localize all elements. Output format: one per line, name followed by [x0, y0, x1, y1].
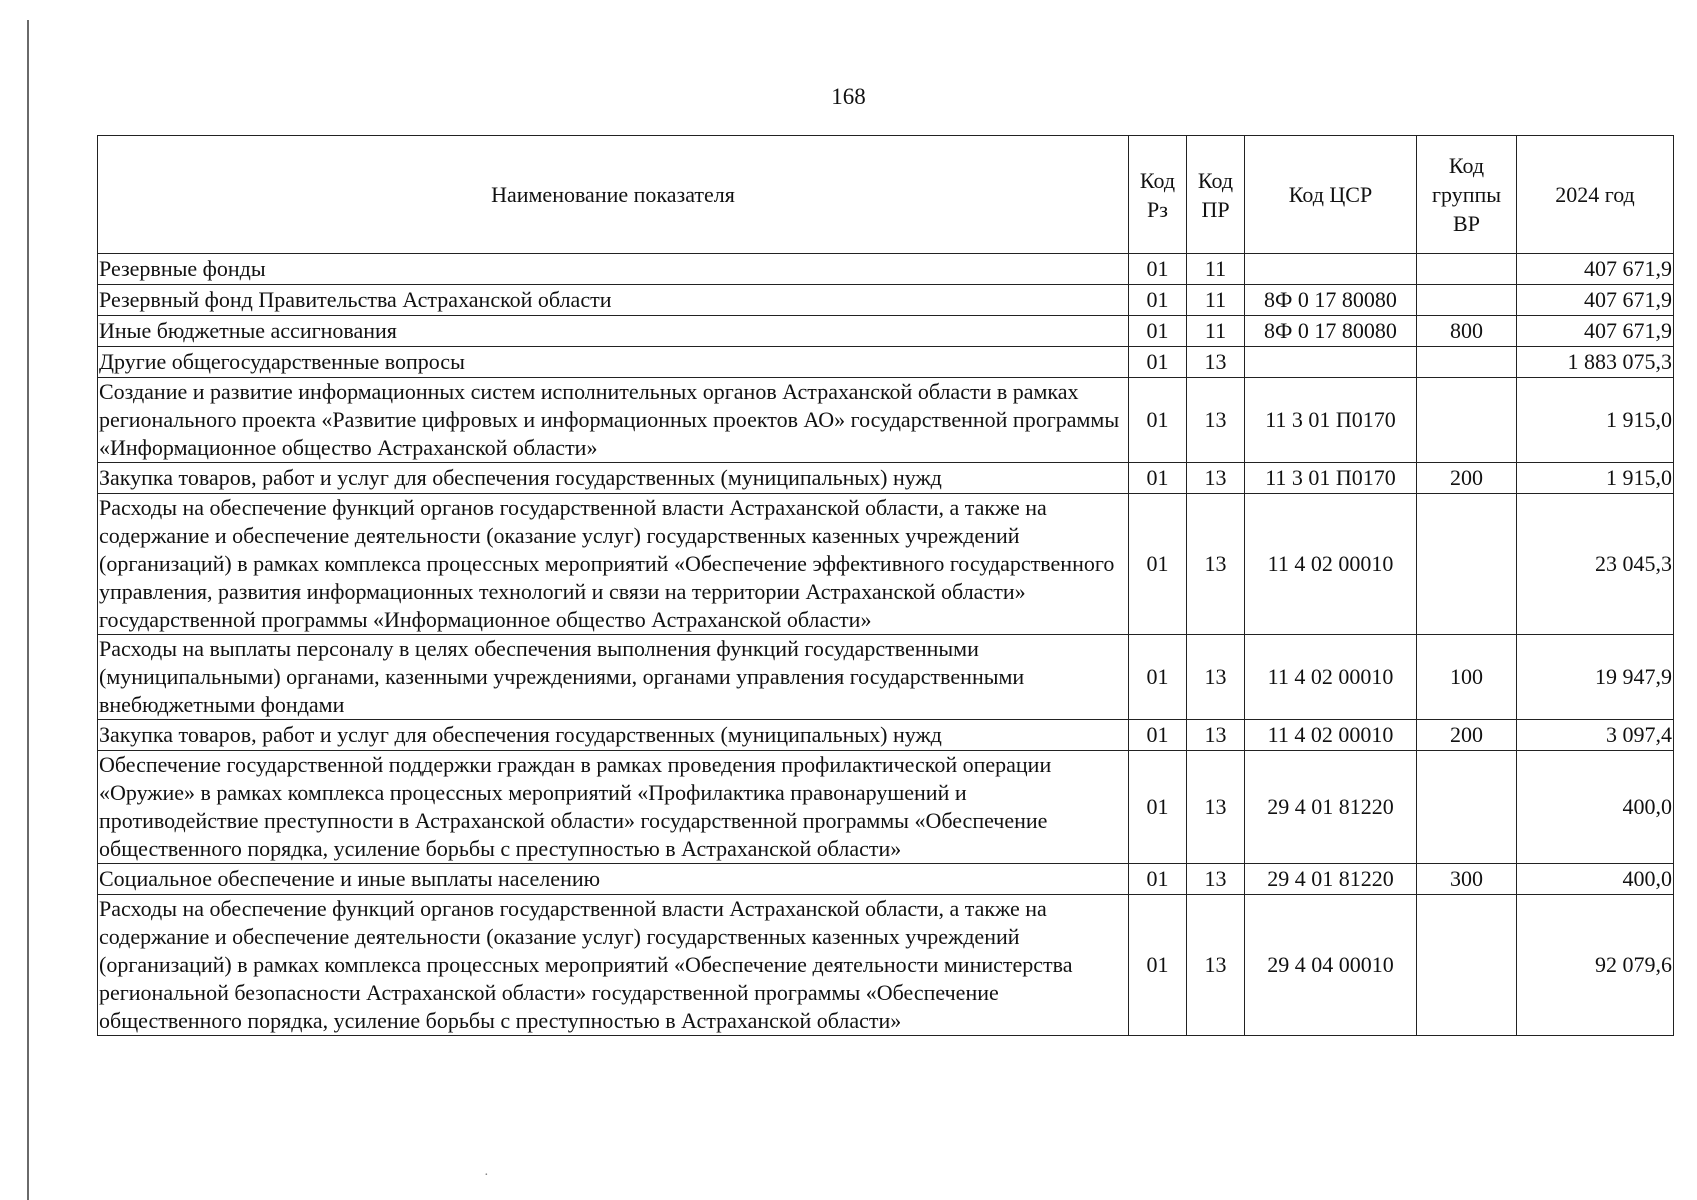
row-name: Расходы на обеспечение функций органов государственной власти Астраханской области, а также на содержание и обеспечение деятельности (оказание услуг) государственных казенных учреждений (организаций) в рамках комплекса процессных мероприятий «Обеспечение эффективного государственного управления, развития информационных технологий и связи на территории Астраханской области» государственной программы «Информационное общество Астраханской области» — [98, 494, 1129, 635]
table-header-row — [98, 136, 1674, 254]
row-vr — [1417, 378, 1517, 463]
row-vr — [1417, 494, 1517, 635]
row-rz: 01 — [1129, 635, 1187, 720]
row-amount: 23 045,3 — [1517, 494, 1674, 635]
scan-speck: · — [484, 1168, 489, 1183]
row-vr: 200 — [1417, 720, 1517, 751]
row-vr — [1417, 751, 1517, 864]
row-rz: 01 — [1129, 378, 1187, 463]
row-pr: 11 — [1187, 254, 1245, 285]
row-rz: 01 — [1129, 720, 1187, 751]
row-pr: 11 — [1187, 285, 1245, 316]
page-number: 168 — [831, 84, 866, 109]
row-csr: 29 4 01 81220 — [1245, 864, 1417, 895]
row-vr — [1417, 285, 1517, 316]
row-rz: 01 — [1129, 864, 1187, 895]
row-amount: 407 671,9 — [1517, 285, 1674, 316]
row-rz: 01 — [1129, 285, 1187, 316]
table-row — [98, 254, 1674, 285]
row-amount: 3 097,4 — [1517, 720, 1674, 751]
row-vr — [1417, 895, 1517, 1036]
row-rz: 01 — [1129, 494, 1187, 635]
table-row — [98, 635, 1674, 720]
row-csr: 11 4 02 00010 — [1245, 635, 1417, 720]
row-amount: 400,0 — [1517, 751, 1674, 864]
row-pr: 13 — [1187, 751, 1245, 864]
row-name: Социальное обеспечение и иные выплаты населению — [98, 864, 1129, 895]
row-rz: 01 — [1129, 895, 1187, 1036]
row-csr: 11 4 02 00010 — [1245, 720, 1417, 751]
row-vr: 300 — [1417, 864, 1517, 895]
row-name: Создание и развитие информационных систем исполнительных органов Астраханской области в рамках регионального проекта «Развитие цифровых и информационных проектов АО» государственной программы «Информационное общество Астраханской области» — [98, 378, 1129, 463]
header-csr: Код ЦСР — [1245, 136, 1417, 254]
row-csr: 11 4 02 00010 — [1245, 494, 1417, 635]
row-rz: 01 — [1129, 463, 1187, 494]
row-amount: 407 671,9 — [1517, 254, 1674, 285]
row-name: Расходы на обеспечение функций органов государственной власти Астраханской области, а также на содержание и обеспечение деятельности (оказание услуг) государственных казенных учреждений (организаций) в рамках комплекса процессных мероприятий «Обеспечение деятельности министерства региональной безопасности Астраханской области» государственной программы «Обеспечение общественного порядка, усиление борьбы с преступностью в Астраханской области» — [98, 895, 1129, 1036]
row-amount: 400,0 — [1517, 864, 1674, 895]
budget-table — [97, 135, 1674, 1036]
row-amount: 1 915,0 — [1517, 463, 1674, 494]
row-pr: 13 — [1187, 494, 1245, 635]
header-pr: Код ПР — [1187, 136, 1245, 254]
row-pr: 13 — [1187, 378, 1245, 463]
row-rz: 01 — [1129, 254, 1187, 285]
row-csr: 29 4 01 81220 — [1245, 751, 1417, 864]
table-row — [98, 285, 1674, 316]
table-row — [98, 378, 1674, 463]
row-vr — [1417, 254, 1517, 285]
scan-left-edge — [27, 20, 29, 1200]
row-vr — [1417, 347, 1517, 378]
row-csr: 29 4 04 00010 — [1245, 895, 1417, 1036]
row-csr — [1245, 347, 1417, 378]
header-year: 2024 год — [1517, 136, 1674, 254]
row-csr — [1245, 254, 1417, 285]
row-name: Резервный фонд Правительства Астраханской области — [98, 285, 1129, 316]
row-csr: 11 3 01 П0170 — [1245, 463, 1417, 494]
row-name: Закупка товаров, работ и услуг для обеспечения государственных (муниципальных) нужд — [98, 720, 1129, 751]
table-row — [98, 316, 1674, 347]
header-vr: Код группы ВР — [1417, 136, 1517, 254]
row-pr: 13 — [1187, 635, 1245, 720]
row-name: Резервные фонды — [98, 254, 1129, 285]
row-vr: 100 — [1417, 635, 1517, 720]
row-pr: 13 — [1187, 895, 1245, 1036]
row-pr: 13 — [1187, 463, 1245, 494]
row-csr: 8Ф 0 17 80080 — [1245, 285, 1417, 316]
row-name: Иные бюджетные ассигнования — [98, 316, 1129, 347]
header-rz: Код Рз — [1129, 136, 1187, 254]
table-row — [98, 463, 1674, 494]
table-row — [98, 864, 1674, 895]
row-name: Закупка товаров, работ и услуг для обеспечения государственных (муниципальных) нужд — [98, 463, 1129, 494]
row-amount: 1 915,0 — [1517, 378, 1674, 463]
row-pr: 13 — [1187, 864, 1245, 895]
row-pr: 11 — [1187, 316, 1245, 347]
row-pr: 13 — [1187, 347, 1245, 378]
row-csr: 8Ф 0 17 80080 — [1245, 316, 1417, 347]
row-amount: 19 947,9 — [1517, 635, 1674, 720]
row-pr: 13 — [1187, 720, 1245, 751]
row-amount: 407 671,9 — [1517, 316, 1674, 347]
row-rz: 01 — [1129, 347, 1187, 378]
row-rz: 01 — [1129, 751, 1187, 864]
row-rz: 01 — [1129, 316, 1187, 347]
row-vr: 800 — [1417, 316, 1517, 347]
table-row — [98, 895, 1674, 1036]
table-row — [98, 494, 1674, 635]
row-name: Другие общегосударственные вопросы — [98, 347, 1129, 378]
table-row — [98, 720, 1674, 751]
row-amount: 92 079,6 — [1517, 895, 1674, 1036]
header-name: Наименование показателя — [98, 136, 1129, 254]
row-name: Расходы на выплаты персоналу в целях обеспечения выполнения функций государственными (муниципальными) органами, казенными учреждениями, органами управления государственными внебюджетными фондами — [98, 635, 1129, 720]
row-csr: 11 3 01 П0170 — [1245, 378, 1417, 463]
row-name: Обеспечение государственной поддержки граждан в рамках проведения профилактической операции «Оружие» в рамках комплекса процессных мероприятий «Профилактика правонарушений и противодействие преступности в Астраханской области» государственной программы «Обеспечение общественного порядка, усиление борьбы с преступностью в Астраханской области» — [98, 751, 1129, 864]
table-row — [98, 751, 1674, 864]
row-amount: 1 883 075,3 — [1517, 347, 1674, 378]
row-vr: 200 — [1417, 463, 1517, 494]
table-row — [98, 347, 1674, 378]
